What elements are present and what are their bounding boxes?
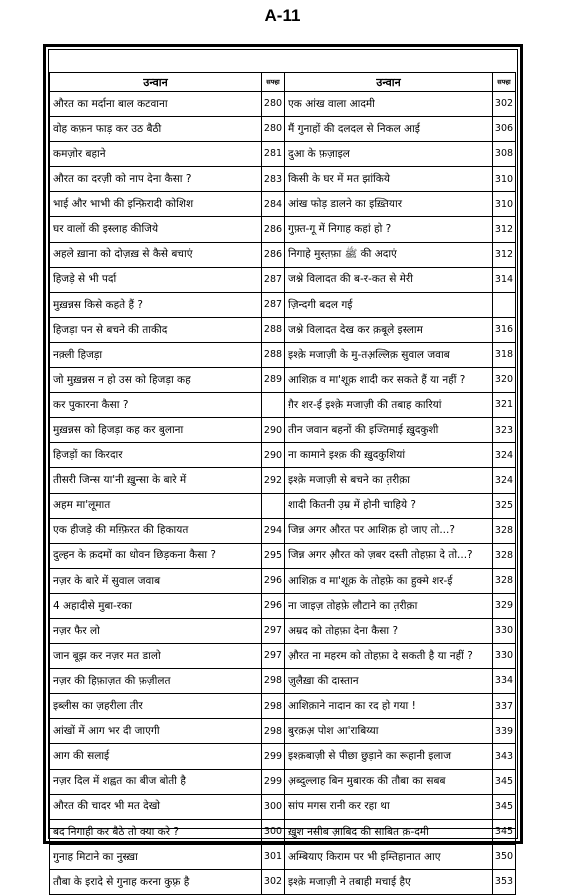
toc-entry-title-right: ज़िन्दगी बदल गई xyxy=(285,292,493,317)
toc-entry-page-left: 301 xyxy=(262,844,285,869)
toc-entry-page-right: 350 xyxy=(493,844,516,869)
toc-entry-title-right: आशिक़ व मा'शूक़ शादी कर सकते हैं या नहीं ? xyxy=(285,368,493,393)
toc-entry-page-right: 316 xyxy=(493,317,516,342)
toc-entry-page-left: 287 xyxy=(262,292,285,317)
toc-entry-title-right: इश्क़े मजाज़ी ने तबाही मचाई हैए xyxy=(285,869,493,894)
toc-entry-page-right: 353 xyxy=(493,869,516,894)
toc-entry-title-left: औरत का मर्दाना बाल कटवाना xyxy=(50,92,262,117)
toc-row xyxy=(50,769,516,794)
table-header-row xyxy=(50,73,516,92)
toc-entry-page-right: 320 xyxy=(493,368,516,393)
toc-entry-page-left: 281 xyxy=(262,142,285,167)
toc-row xyxy=(50,618,516,643)
toc-row xyxy=(50,468,516,493)
toc-entry-title-right: आंख फोड़ डालने का इख़्तियार xyxy=(285,192,493,217)
toc-entry-title-right: अ़ब्दुल्लाह बिन मुबारक की तौबा का सबब xyxy=(285,769,493,794)
toc-entry-title-right: किसी के घर में मत झांकिये xyxy=(285,167,493,192)
toc-entry-title-left: गुनाह मिटाने का नुस्ख़ा xyxy=(50,844,262,869)
toc-entry-title-left: अहम मा'लूमात xyxy=(50,493,262,518)
toc-entry-page-left: 292 xyxy=(262,468,285,493)
toc-row xyxy=(50,142,516,167)
toc-entry-page-left: 283 xyxy=(262,167,285,192)
toc-entry-title-left: नज़र के बारे में सुवाल जवाब xyxy=(50,568,262,593)
toc-entry-page-left: 294 xyxy=(262,518,285,543)
toc-entry-title-right: ज़ुलैख़ा की दास्तान xyxy=(285,669,493,694)
toc-row xyxy=(50,342,516,367)
toc-entry-title-right: इश्क़े मजाज़ी के मु-तअ़ल्लिक़ सुवाल जवाब xyxy=(285,342,493,367)
toc-row xyxy=(50,719,516,744)
toc-entry-title-right: इश्क़बाज़ी से पीछा छुड़ाने का रूहानी इलाज xyxy=(285,744,493,769)
toc-row xyxy=(50,92,516,117)
toc-entry-page-left xyxy=(262,393,285,418)
bottom-rule xyxy=(49,828,515,829)
toc-entry-page-left: 289 xyxy=(262,368,285,393)
toc-entry-title-right: जिन्न अगर औरत पर आशिक़ हो जाए तो...? xyxy=(285,518,493,543)
toc-entry-page-right: 343 xyxy=(493,744,516,769)
toc-entry-title-left: इब्लीस का ज़हरीला तीर xyxy=(50,694,262,719)
toc-entry-title-right: आशिक़ाने नादान का रद हो गया ! xyxy=(285,694,493,719)
toc-entry-title-left: तीसरी जिन्स या'नी ख़ुन्सा के बारे में xyxy=(50,468,262,493)
toc-entry-page-left: 286 xyxy=(262,242,285,267)
toc-entry-title-left: एक हीजड़े की मग़्फ़िरत की हिकायत xyxy=(50,518,262,543)
toc-entry-title-left: औरत की चादर भी मत देखो xyxy=(50,794,262,819)
toc-entry-title-left: बद निगाही कर बैठे तो क्या करे ? xyxy=(50,819,262,844)
toc-entry-title-left: वोह कफ़न फाड़ कर उठ बैठी xyxy=(50,117,262,142)
toc-row xyxy=(50,744,516,769)
toc-entry-page-left: 288 xyxy=(262,317,285,342)
toc-entry-page-left: 286 xyxy=(262,217,285,242)
toc-entry-page-right: 325 xyxy=(493,493,516,518)
toc-row xyxy=(50,368,516,393)
toc-entry-title-left: नज़र की हिफ़ाज़त की फ़ज़ीलत xyxy=(50,669,262,694)
toc-entry-page-left xyxy=(262,493,285,518)
toc-entry-title-right: अम्रद को तोहफ़ा देना कैसा ? xyxy=(285,618,493,643)
toc-entry-title-right: ग़ैर शर-ई इश्क़े मजाज़ी की तबाह कारियां xyxy=(285,393,493,418)
title-column-header-left: उन्वान xyxy=(50,73,262,92)
toc-row xyxy=(50,844,516,869)
toc-row xyxy=(50,669,516,694)
toc-entry-page-right: 337 xyxy=(493,694,516,719)
toc-entry-page-left: 297 xyxy=(262,618,285,643)
toc-row xyxy=(50,217,516,242)
toc-entry-title-right: निगाहे मुस्त़फ़ा ﷺ की अदाएं xyxy=(285,242,493,267)
toc-entry-title-left: औरत का दरज़ी को नाप देना कैसा ? xyxy=(50,167,262,192)
toc-entry-page-left: 302 xyxy=(262,869,285,894)
toc-entry-page-left: 280 xyxy=(262,117,285,142)
toc-entry-title-right: अम्बियाए किराम पर भी इम्तिहानात आए xyxy=(285,844,493,869)
toc-entry-page-right: 345 xyxy=(493,794,516,819)
toc-entry-page-left: 284 xyxy=(262,192,285,217)
toc-entry-title-right: औ़रत ना महरम को तोहफ़ा दे सकती है या नहीं ? xyxy=(285,644,493,669)
toc-entry-title-right: जिन्न अगर औ़रत को ज़बर दस्ती तोहफ़ा दे तो...? xyxy=(285,543,493,568)
toc-entry-page-right: 345 xyxy=(493,769,516,794)
toc-entry-page-right: 324 xyxy=(493,468,516,493)
toc-entry-title-right: जश्ने विलादत देख कर क़बूले इस्लाम xyxy=(285,317,493,342)
toc-row xyxy=(50,418,516,443)
toc-entry-title-left: घर वालों की इस्लाह कीजिये xyxy=(50,217,262,242)
toc-entry-page-right: 330 xyxy=(493,644,516,669)
toc-entry-page-left: 280 xyxy=(262,92,285,117)
toc-entry-page-left: 296 xyxy=(262,593,285,618)
toc-entry-title-right: इश्क़े मजाज़ी से बचने का त़रीक़ा xyxy=(285,468,493,493)
toc-row xyxy=(50,393,516,418)
toc-entry-title-left: तौबा के इरादे से गुनाह करना कुफ़्र है xyxy=(50,869,262,894)
toc-row xyxy=(50,794,516,819)
toc-entry-page-right: 339 xyxy=(493,719,516,744)
toc-entry-page-right: 310 xyxy=(493,192,516,217)
toc-entry-title-right: तीन जवान बहनों की इज्तिमाई ख़ुदकुशी xyxy=(285,418,493,443)
toc-entry-title-left: मुख़न्नस किसे कहते हैं ? xyxy=(50,292,262,317)
toc-entry-page-right: 312 xyxy=(493,217,516,242)
toc-entry-title-right: जश्ने विलादत की ब-र-कत से मेरी xyxy=(285,267,493,292)
toc-row xyxy=(50,869,516,894)
toc-entry-page-left: 299 xyxy=(262,744,285,769)
toc-row xyxy=(50,543,516,568)
toc-entry-page-right: 328 xyxy=(493,543,516,568)
toc-entry-page-right xyxy=(493,292,516,317)
toc-entry-page-left: 297 xyxy=(262,644,285,669)
toc-row xyxy=(50,518,516,543)
toc-row xyxy=(50,117,516,142)
toc-entry-title-left: हिजड़ा पन से बचने की ताकीद xyxy=(50,317,262,342)
toc-entry-page-right: 330 xyxy=(493,618,516,643)
toc-entry-title-right: ना कामाने इश्क़ की ख़ुदकुशियां xyxy=(285,443,493,468)
toc-row xyxy=(50,317,516,342)
toc-entry-title-left: दुल्हन के क़दमों का धोवन छिड़कना कैसा ? xyxy=(50,543,262,568)
toc-row xyxy=(50,292,516,317)
toc-entry-page-left: 287 xyxy=(262,267,285,292)
toc-entry-page-right: 345 xyxy=(493,819,516,844)
toc-entry-page-left: 290 xyxy=(262,443,285,468)
toc-entry-title-left: हिजड़ों का किरदार xyxy=(50,443,262,468)
toc-row xyxy=(50,443,516,468)
toc-entry-page-right: 312 xyxy=(493,242,516,267)
toc-row xyxy=(50,568,516,593)
toc-entry-page-right: 310 xyxy=(493,167,516,192)
toc-entry-page-left: 300 xyxy=(262,819,285,844)
toc-entry-title-left: जान बूझ कर नज़र मत डालो xyxy=(50,644,262,669)
toc-entry-title-left: अहले ख़ाना को दोज़ख़ से कैसे बचाएं xyxy=(50,242,262,267)
toc-entry-page-right: 314 xyxy=(493,267,516,292)
toc-entry-page-left: 288 xyxy=(262,342,285,367)
title-column-header-right: उन्वान xyxy=(285,73,493,92)
toc-entry-page-right: 328 xyxy=(493,568,516,593)
toc-entry-title-right: एक आंख वाला आदमी xyxy=(285,92,493,117)
toc-row xyxy=(50,593,516,618)
toc-entry-page-right: 306 xyxy=(493,117,516,142)
toc-entry-title-left: हिजड़े से भी पर्दा xyxy=(50,267,262,292)
toc-entry-page-left: 299 xyxy=(262,769,285,794)
toc-entry-page-right: 323 xyxy=(493,418,516,443)
toc-entry-page-right: 318 xyxy=(493,342,516,367)
toc-entry-title-left: भाई और भाभी की इन्फ़िरादी कोशिश xyxy=(50,192,262,217)
toc-row xyxy=(50,644,516,669)
toc-entry-title-right: बुरक़अ़ पोश आ'राबिय्या xyxy=(285,719,493,744)
toc-entry-title-right: ना जाइज़ तोहफ़े लौटाने का त़रीक़ा xyxy=(285,593,493,618)
toc-entry-page-left: 300 xyxy=(262,794,285,819)
toc-entry-title-right: दुआ के फ़ज़ाइल xyxy=(285,142,493,167)
toc-entry-page-left: 290 xyxy=(262,418,285,443)
page-column-header-right: सफ्हा xyxy=(493,73,516,92)
toc-row xyxy=(50,819,516,844)
toc-entry-title-right: ख़ुश नसीब आ़बिद की साबित क़-दमी xyxy=(285,819,493,844)
toc-entry-title-right: आशिक़ व मा'शूक़ के तोहफ़े का हुक्मे शर-ई xyxy=(285,568,493,593)
toc-entry-page-right: 328 xyxy=(493,518,516,543)
toc-entry-page-right: 308 xyxy=(493,142,516,167)
toc-entry-title-right: गुफ़्त-गू में निगाह कहां हो ? xyxy=(285,217,493,242)
toc-entry-page-right: 329 xyxy=(493,593,516,618)
toc-row xyxy=(50,267,516,292)
toc-entry-page-left: 295 xyxy=(262,543,285,568)
toc-entry-title-left: कर पुकारना कैसा ? xyxy=(50,393,262,418)
toc-entry-title-left: कमज़ोर बहाने xyxy=(50,142,262,167)
table-of-contents xyxy=(49,72,516,895)
page-number-label: A-11 xyxy=(264,6,301,25)
toc-entry-title-right: सांप मगस रानी कर रहा था xyxy=(285,794,493,819)
toc-entry-page-left: 296 xyxy=(262,568,285,593)
toc-entry-page-left: 298 xyxy=(262,719,285,744)
toc-row xyxy=(50,167,516,192)
toc-entry-page-right: 321 xyxy=(493,393,516,418)
toc-entry-page-right: 334 xyxy=(493,669,516,694)
toc-entry-title-right: मैं गुनाहों की दलदल से निकल आई xyxy=(285,117,493,142)
toc-entry-title-left: आग की सलाई xyxy=(50,744,262,769)
toc-entry-title-left: मुख़न्नस को हिजड़ा कह कर बुलाना xyxy=(50,418,262,443)
toc-entry-title-left: नज़र दिल में शह्वत का बीज बोती है xyxy=(50,769,262,794)
toc-entry-page-right: 324 xyxy=(493,443,516,468)
page-column-header-left: सफ्हा xyxy=(262,73,285,92)
toc-row xyxy=(50,242,516,267)
toc-entry-title-left: आंखों में आग भर दी जाएगी xyxy=(50,719,262,744)
toc-row xyxy=(50,192,516,217)
toc-entry-title-left: नक़्ली हिजड़ा xyxy=(50,342,262,367)
toc-entry-title-left: जो मुख़न्नस न हो उस को हिजड़ा कह xyxy=(50,368,262,393)
toc-row xyxy=(50,694,516,719)
toc-entry-page-left: 298 xyxy=(262,669,285,694)
toc-entry-page-right: 302 xyxy=(493,92,516,117)
toc-row xyxy=(50,493,516,518)
toc-entry-title-left: 4 अहादीसे मुबा-रका xyxy=(50,593,262,618)
toc-entry-title-right: शादी कितनी उ़म्र में होनी चाहिये ? xyxy=(285,493,493,518)
toc-entry-page-left: 298 xyxy=(262,694,285,719)
toc-entry-title-left: नज़र फैर लो xyxy=(50,618,262,643)
